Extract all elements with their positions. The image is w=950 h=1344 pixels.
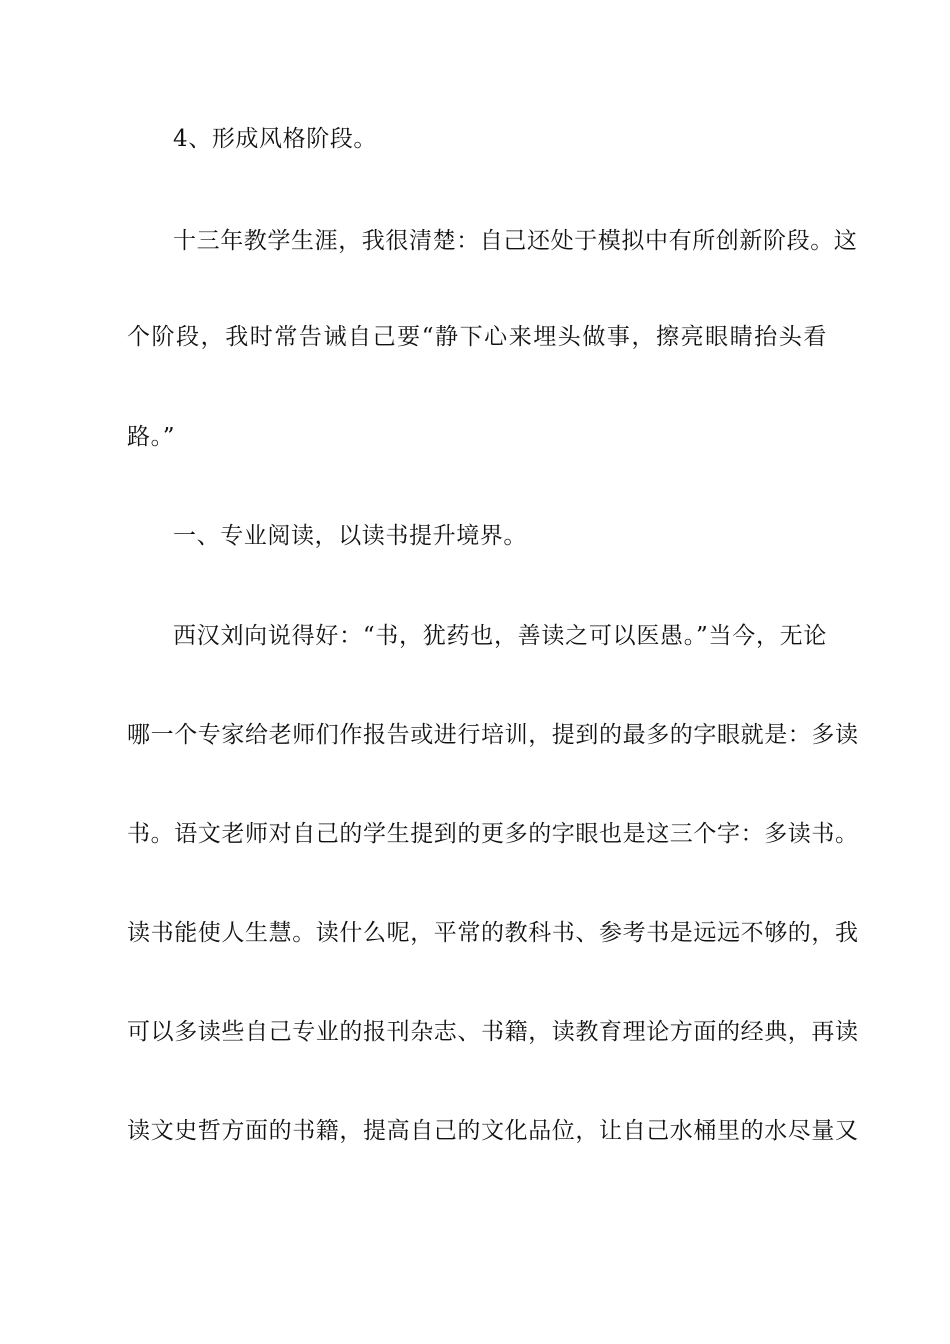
paragraph-line: 可以多读些自己专业的报刊杂志、书籍，读教育理论方面的经典，再读 (127, 1019, 859, 1045)
paragraph-line: 读文史哲方面的书籍，提高自己的文化品位，让自己水桶里的水尽量又 (127, 1118, 859, 1144)
paragraph-line: 书。语文老师对自己的学生提到的更多的字眼也是这三个字：多读书。 (127, 821, 859, 847)
heading-stage-4: 4、形成风格阶段。 (173, 126, 378, 152)
paragraph-line: 个阶段，我时常告诫自己要“静下心来埋头做事，擦亮眼睛抬头看 (127, 324, 827, 350)
paragraph-line: 十三年教学生涯，我很清楚：自己还处于模拟中有所创新阶段。这 (173, 228, 858, 254)
section-heading-reading: 一、专业阅读，以读书提升境界。 (173, 523, 527, 549)
paragraph-line: 路。” (127, 424, 176, 450)
paragraph-line: 西汉刘向说得好：“书，犹药也，善读之可以医愚。”当今，无论 (173, 623, 827, 649)
paragraph-line: 哪一个专家给老师们作报告或进行培训，提到的最多的字眼就是：多读 (127, 722, 859, 748)
paragraph-line: 读书能使人生慧。读什么呢，平常的教科书、参考书是远远不够的，我 (127, 920, 859, 946)
